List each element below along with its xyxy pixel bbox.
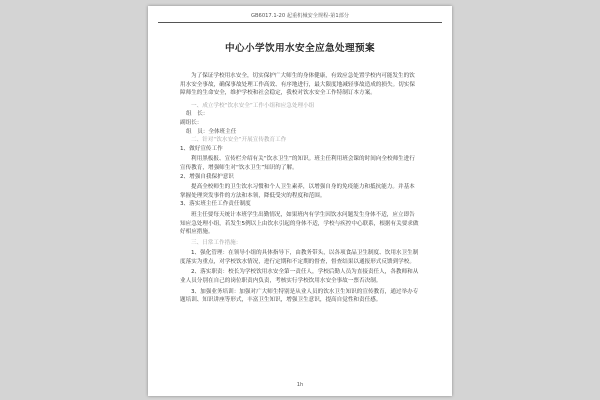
vice-leader-line: 副组长：: [180, 119, 203, 126]
measure-paragraph-1: 1、强化管理：在领导小组的具体指导下，由教务带头，以各项食品卫生制度、饮用水卫生制度落实为重点，对学校饮水情况，进行定期和不定期的督查，督查结果以通报形式反馈到学校。: [180, 250, 419, 265]
item-paragraph-1: 利用黑板报、宣传栏介绍有关“饮水卫生”的知识。班主任利用班会课的时间向全校师生进行宣传教育，增强师生对“饮水卫生”知识的了解。: [180, 156, 415, 171]
document-page: [148, 6, 452, 396]
leader-line: 组 长：: [186, 111, 209, 118]
intro-paragraph: 为了保证学校用水安全，切实保护广大师生的身体健康，有效应急处置学校内可能发生的饮用水安全事故，确保事故处理工作高效、有序地进行，最大限度地减轻事故造成的损失。切实保障师生的生命安全，维护学校和社会稳定，我校对饮水安全工作特制订本方案。: [180, 73, 415, 97]
running-header: GB6017.1-20 起重机械安全规程-第1部分: [250, 13, 350, 19]
item-heading-3: 3、落实班主任工作责任制度: [180, 201, 251, 208]
measure-paragraph-3: 3、加强业务培训：加强对广大师生特别是从业人员的饮水卫生知识的宣传教育，通过举办专题培训、知识讲座等形式，丰富卫生知识，增强卫生意识，提高自觉性和责任感。: [180, 288, 419, 304]
section-heading-3: 三、日常工作措施：: [191, 239, 242, 246]
section-heading-1: 一、成立学校“饮水安全”工作小组和应急处理小组: [191, 102, 315, 109]
page-number: 1h: [296, 382, 304, 388]
member-line: 组 员：全体班主任: [186, 128, 237, 135]
header-rule: [158, 22, 442, 23]
item-paragraph-3: 班主任要每天统计本班学生出勤情况，如果班内有学生因饮水问题发生身体不适，应立即告知应急处理小组，若发生5例以上由饮水引起的身体不适，学校与疾控中心联系，根据有关要求做好相应措施。: [180, 211, 419, 236]
item-heading-2: 2、增强自我保护意识: [180, 173, 234, 180]
document-body: [180, 72, 420, 305]
item-paragraph-2: 提高全校师生的卫生饮水习惯和个人卫生素养，以增强自身的免疫能力和抵抗能力。并基本掌握处理突发事件的方法和本领，降低受灾的程度和范围。: [180, 184, 415, 199]
item-heading-1: 1、做好宣传工作: [180, 145, 223, 152]
measure-paragraph-2: 2、落实职责：校长为学校饮用水安全第一责任人，学校后勤人员为直接责任人，各教师和从业人员分别在自己的岗位职责内负责，考核实行学校饮用水安全事故一票否决制。: [180, 269, 419, 285]
section-heading-2: 二、针对“饮水安全”开展宣传教育工作: [191, 137, 287, 144]
document-title: 中心小学饮用水安全应急处理预案: [225, 43, 375, 54]
